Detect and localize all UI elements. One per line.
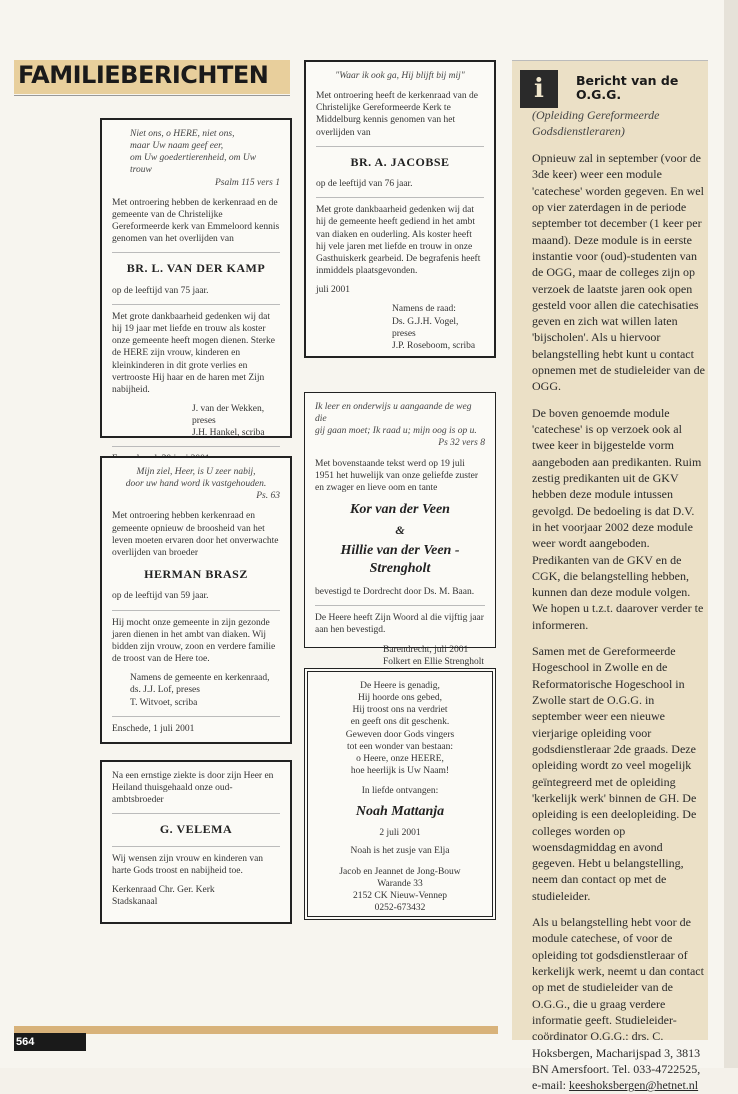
signer: T. Witvoet, scriba bbox=[130, 697, 198, 708]
verse-line: om Uw goedertierenheid, om Uw trouw bbox=[130, 153, 257, 176]
baby-name: Noah Mattanja bbox=[355, 804, 445, 820]
sidebar-title: Bericht van de O.G.G. bbox=[576, 73, 679, 103]
poem-line: Geweven door Gods vingers bbox=[345, 729, 455, 740]
age-text: op de leeftijd van 59 jaar. bbox=[112, 591, 209, 602]
sidebar-paragraph: Samen met de Gereformeerde Hogeschool in Zwolle en de Reformatorische Hogeschool in Zwolle start de O.G.G. in september weer een nieuwe vierjarige opleiding voor godsdienstleraar 2de graads. Deze opleiding wordt zo veel mogelijk geïntegreerd met de opleiding 'kerkelijk werk' binnen de GH. De opleiding is een deelopleiding. De colleges worden op woensdagmiddag en avond gegeven. Hebt u belangstelling, neem dan contact op met de studieleider. bbox=[532, 644, 697, 903]
body-text: Wij wensen zijn vrouw en kinderen van harte Gods troost en nabijheid toe. bbox=[112, 853, 264, 876]
poem-line: en geeft ons dit geschenk. bbox=[350, 717, 450, 728]
verse bbox=[112, 128, 280, 189]
notice-jacobse bbox=[304, 60, 496, 358]
body-text: Met grote dankbaarheid gedenken wij dat hij 19 jaar met liefde en trouw als koster onze gemeente heeft mogen dienen. Sterke de HERE zijn vrouw, kinderen en kleinkinderen in dit grote verlies en vertrooste Hij haar en de haren met Zijn nabijheid. bbox=[112, 311, 276, 395]
date-text: juli 2001 bbox=[316, 285, 351, 296]
signer: Ds. G.J.H. Vogel, preses bbox=[392, 316, 459, 339]
verse-line: maar Uw naam geef eer, bbox=[130, 141, 224, 152]
sidebar-rule bbox=[512, 60, 708, 61]
spouse-name: Hillie van der Veen - Strengholt bbox=[340, 543, 460, 577]
body-text: Hij mocht onze gemeente in zijn gezonde jaren dienen in het ambt van diaken. Wij bidden zijn vrouw, zoon en verdere familie de troost van de Here toe. bbox=[112, 617, 276, 665]
poem-line: Hij hoorde ons gebed, bbox=[358, 693, 442, 704]
notice-van-der-kamp bbox=[100, 118, 292, 438]
divider bbox=[315, 605, 485, 606]
signer: Folkert en Ellie Strengholt bbox=[383, 656, 485, 667]
intro-text: Na een ernstige ziekte is door zijn Heer en Heiland thuisgehaald onze oud-ambtsbroeder bbox=[112, 771, 274, 806]
page-edge bbox=[724, 0, 738, 1068]
poem-line: Hij troost ons na verdriet bbox=[352, 705, 448, 716]
intro-text: Met bovenstaande tekst werd op 19 juli 1951 het huwelijk van onze geliefde zuster en zwager en lieve oom en tante bbox=[315, 458, 479, 493]
deceased-name: BR. A. JACOBSE bbox=[350, 154, 450, 169]
page-number: 564 bbox=[14, 1033, 86, 1051]
verse-line: Niet ons, o HERE, niet ons, bbox=[130, 129, 235, 139]
birth-date: 2 juli 2001 bbox=[379, 828, 421, 839]
deceased-name: G. VELEMA bbox=[159, 822, 233, 837]
intro-text: Met ontroering hebben de kerkenraad en de gemeente van de Christelijke Gereformeerde kerk van Emmeloord kennis genomen van het overlijden van bbox=[112, 197, 280, 245]
age-text: op de leeftijd van 75 jaar. bbox=[112, 285, 209, 296]
age-text: op de leeftijd van 76 jaar. bbox=[316, 179, 413, 190]
sidebar-body bbox=[532, 150, 706, 1094]
sidebar-subtitle: (Opleiding Gereformeerde Godsdienstleraren) bbox=[532, 108, 660, 138]
address-line: 0252-673432 bbox=[374, 903, 426, 914]
signer: Kerkenraad Chr. Ger. Kerk bbox=[112, 885, 215, 896]
signer: Barendrecht, juli 2001 bbox=[383, 644, 469, 655]
address-line: Warande 33 bbox=[377, 878, 423, 889]
divider bbox=[112, 304, 280, 305]
sidebar-paragraph: De boven genoemde module 'catechese' is op verzoek ook al twee keer in bijgestelde vorm aangeboden aan predikanten. Ruim zestig predikanten uit de GKV hebben deze module intussen gevolgd. De bedoeling is dat D.V. in het voorjaar 2002 deze module weer wordt aangeboden. Predikanten van de GKV en de CGK, die belangstelling hebben, kunnen dan deze module volgen. We hopen u t.z.t. daarover verder te informeren. bbox=[532, 405, 704, 632]
signer: J.H. Hankel, scriba bbox=[192, 428, 265, 439]
verse bbox=[112, 466, 280, 502]
verse-line: gij gaan moet; Ik raad u; mijn oog is op u. bbox=[315, 426, 477, 437]
signer: Namens de raad: bbox=[392, 304, 456, 315]
divider bbox=[112, 446, 280, 447]
verse-line: door uw hand word ik vastgehouden. bbox=[125, 479, 267, 490]
birth-announcement bbox=[304, 668, 496, 920]
confirmed-text: bevestigd te Dordrecht door Ds. M. Baan. bbox=[315, 587, 475, 598]
footer-bar bbox=[14, 1026, 498, 1034]
deceased-name: BR. L. VAN DER KAMP bbox=[126, 261, 266, 276]
header-rule bbox=[14, 95, 290, 96]
sidebar-paragraph: Opnieuw zal in september (voor de 3de keer) weer een module 'catechese' worden gegeven. En wel op vier zaterdagen in de periode september tot december (1 keer per maand). Deze module is in eerste instantie voor (oud)-studenten van de OGG, maar de colleges zijn op verzoek de laatste jaren ook open gesteld voor allen die catechisaties geven en zich wat willen laten 'bijscholen'. Als u hiervoor belangstelling hebt kunt u contact opnemen met de studieleider van de OGG. bbox=[532, 151, 705, 394]
verse-line: Ik leer en onderwijs u aangaande de weg die bbox=[315, 402, 472, 425]
signer: Stadskanaal bbox=[112, 897, 158, 908]
verse bbox=[315, 401, 485, 450]
poem-line: tot een wonder van bestaan: bbox=[346, 741, 454, 752]
notice-anniversary bbox=[304, 392, 496, 667]
contact-text: Als u belangstelling hebt voor de module catechese, of voor de opleiding tot godsdienstleraar of kerkelijk werk, neemt u dan contact op met de studieleider van de O.G.G., die u graag verdere informatie geeft. Studieleider-coördinator O.G.G.: drs. C. Hoksbergen, Macharijspad 3, 3813 BN Amersfoort. Tel. 033-4722525, e-mail: bbox=[532, 915, 704, 1093]
verse-reference: Psalm 115 vers 1 bbox=[215, 177, 280, 188]
divider bbox=[112, 716, 280, 717]
notice-velema bbox=[100, 760, 292, 924]
ampersand: & bbox=[395, 523, 405, 537]
signers bbox=[112, 884, 280, 908]
divider bbox=[112, 610, 280, 611]
intro-text: Met ontroering hebben kerkenraad en gemeente opnieuw de broosheid van het leven moeten ervaren door het onverwachte overlijden van broeder bbox=[112, 511, 279, 558]
divider bbox=[316, 146, 484, 147]
email-link[interactable]: keeshoksbergen@hetnet.nl bbox=[568, 1078, 699, 1093]
notice-brasz bbox=[100, 456, 292, 744]
signer: Namens de gemeente en kerkenraad, bbox=[130, 673, 270, 684]
received-text: In liefde ontvangen: bbox=[361, 786, 439, 797]
verse: "Waar ik ook ga, Hij blijft bij mij" bbox=[335, 71, 465, 81]
address-line: 2152 CK Nieuw-Vennep bbox=[353, 890, 447, 901]
signer: J.P. Roseboom, scriba bbox=[392, 340, 476, 351]
signer: ds. J.J. Lof, preses bbox=[130, 685, 200, 696]
address-line: Jacob en Jeannet de Jong-Bouw bbox=[339, 866, 461, 877]
intro-text: Met ontroering heeft de kerkenraad van de Christelijke Gereformeerde Kerk te Middelburg kennis genomen van het overlijden van bbox=[316, 91, 478, 138]
signers bbox=[112, 672, 280, 708]
poem bbox=[320, 680, 480, 777]
place-date: Enschede, 1 juli 2001 bbox=[112, 723, 195, 734]
signers bbox=[316, 303, 484, 352]
divider bbox=[316, 197, 484, 198]
sibling-text: Noah is het zusje van Elja bbox=[350, 846, 450, 857]
address bbox=[320, 866, 480, 915]
spouse-name: Kor van der Veen bbox=[350, 502, 450, 518]
divider bbox=[112, 813, 280, 814]
divider bbox=[112, 252, 280, 253]
body-text: Met grote dankbaarheid gedenken wij dat hij de gemeente heeft gediend in het ambt van diaken en ouderling. Als koster heeft hij vele jaren met liefde en trouw in onze Gasthuiskerk gearbeid. De begrafenis heeft inmiddels plaatsgevonden. bbox=[316, 205, 481, 277]
poem-line: hoe heerlijk is Uw Naam! bbox=[350, 766, 450, 777]
signer: J. van der Wekken, preses bbox=[192, 404, 265, 427]
verse-line: Mijn ziel, Heer, is U zeer nabij, bbox=[136, 467, 256, 477]
deceased-name: HERMAN BRASZ bbox=[144, 567, 248, 582]
section-title: FAMILIEBERICHTEN bbox=[18, 61, 269, 89]
poem-line: De Heere is genadig, bbox=[360, 681, 440, 691]
body-text: De Heere heeft Zijn Woord al die vijftig jaar aan hen bevestigd. bbox=[315, 613, 484, 636]
info-icon: i bbox=[520, 70, 558, 108]
verse-reference: Ps 32 vers 8 bbox=[438, 438, 485, 449]
sidebar-paragraph bbox=[532, 914, 706, 1093]
divider bbox=[112, 846, 280, 847]
verse-reference: Ps. 63 bbox=[256, 491, 280, 502]
poem-line: o Heere, onze HEERE, bbox=[356, 753, 444, 764]
signers bbox=[112, 403, 280, 439]
